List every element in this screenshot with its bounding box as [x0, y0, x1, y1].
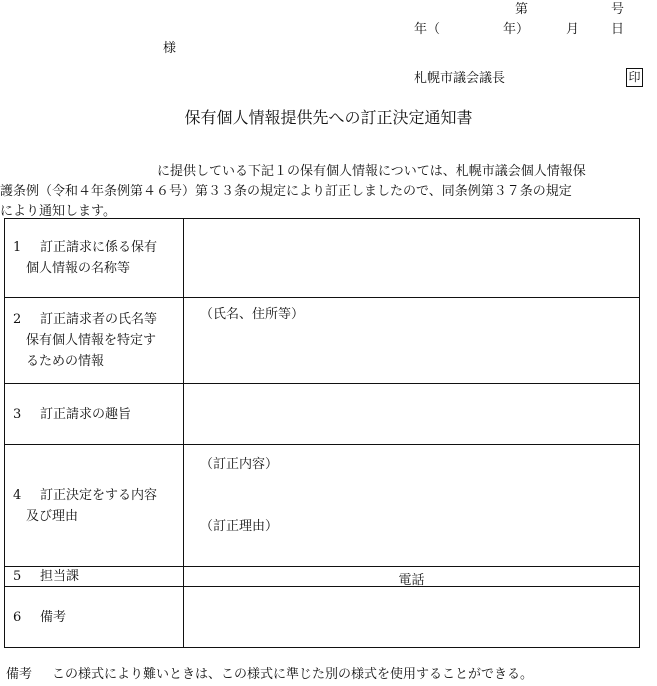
row4-value-field[interactable] — [184, 445, 640, 567]
number-dai-label: 第 — [515, 2, 529, 17]
year-label: 年（ — [414, 22, 441, 37]
row3-number: 3 — [13, 406, 22, 422]
seal-box: 印 — [626, 68, 643, 87]
row4-number: 4 — [13, 487, 22, 503]
body-line-1: に提供している下記１の保有個人情報については、札幌市議会個人情報保 — [157, 164, 586, 179]
row2-label — [5, 298, 184, 384]
row1-label-line1: 訂正請求に係る保有 — [40, 240, 158, 255]
footer-note — [6, 668, 533, 681]
row1-number: 1 — [13, 240, 22, 255]
row5-value-field[interactable] — [184, 567, 640, 587]
footer-text: この様式により難いときは、この様式に準じた別の様式を使用することができる。 — [52, 667, 534, 682]
row2-label-line2: 保有個人情報を特定す — [26, 333, 157, 348]
body-line-2: 護条例（令和４年条例第４６号）第３３条の規定により訂正しましたので、同条例第３７条の規定 — [0, 184, 572, 199]
table-row — [5, 587, 640, 648]
row6-label-line1: 備考 — [40, 609, 67, 625]
row1-value-field[interactable] — [184, 219, 640, 298]
day-label: 日 — [611, 22, 625, 37]
table-row — [5, 219, 640, 298]
addressee-suffix: 様 — [163, 41, 177, 56]
row4-note-reason: （訂正理由） — [200, 519, 279, 534]
row3-label — [5, 384, 184, 445]
row2-value-field[interactable] — [184, 298, 640, 384]
row2-note: （氏名、住所等） — [200, 307, 305, 322]
row5-label — [5, 567, 184, 587]
row1-label-line2: 個人情報の名称等 — [26, 261, 131, 276]
row3-value-field[interactable] — [184, 384, 640, 445]
row4-note-content: （訂正内容） — [200, 457, 279, 472]
row2-label-line3: るための情報 — [26, 354, 105, 369]
phone-label: 電話 — [398, 573, 425, 588]
row3-label-line1: 訂正請求の趣旨 — [40, 406, 132, 422]
row2-number: 2 — [13, 312, 22, 327]
body-paragraph — [0, 162, 657, 222]
row5-number: 5 — [13, 569, 22, 584]
row6-label — [5, 587, 184, 648]
row1-label — [5, 219, 184, 298]
row6-number: 6 — [13, 609, 22, 625]
month-label: 月 — [566, 22, 580, 37]
issuer-name: 札幌市議会議長 — [414, 71, 506, 86]
table-row — [5, 298, 640, 384]
document-title: 保有個人情報提供先への訂正決定通知書 — [184, 108, 473, 127]
table-row — [5, 567, 640, 587]
row6-value-field[interactable] — [184, 587, 640, 648]
table-row — [5, 445, 640, 567]
row4-label-line2: 及び理由 — [26, 508, 79, 524]
body-line-3: により通知します。 — [0, 204, 116, 219]
row4-label — [5, 445, 184, 567]
notice-table — [4, 218, 640, 648]
row2-label-line1: 訂正請求者の氏名等 — [40, 312, 158, 327]
row5-label-line1: 担当課 — [40, 569, 80, 584]
footer-label: 備考 — [6, 667, 33, 682]
era-year-label: 年） — [503, 22, 530, 37]
table-row — [5, 384, 640, 445]
row4-label-line1: 訂正決定をする内容 — [40, 487, 158, 503]
number-go-label: 号 — [611, 2, 625, 17]
